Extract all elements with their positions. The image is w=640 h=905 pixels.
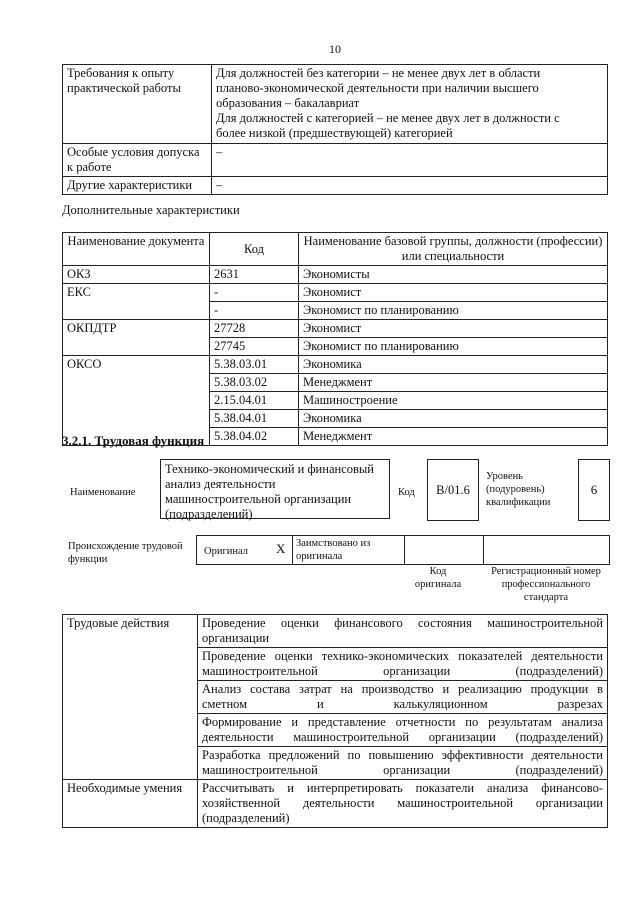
code-cell: 5.38.03.02 (210, 374, 299, 392)
table-row (63, 780, 608, 828)
requirement-value: – (212, 144, 608, 177)
name-cell: Экономист (299, 284, 608, 302)
table-row (63, 615, 608, 648)
doc-cell: ОКПДТР (63, 320, 210, 356)
name-cell: Экономика (299, 410, 608, 428)
original-mark: X (276, 541, 286, 556)
code-cell: 27745 (210, 338, 299, 356)
table-row (63, 144, 608, 177)
function-code-box (427, 459, 479, 521)
action-cell: Разработка предложений по повышению эффективности деятельности машиностроительной организации (подразделений) (198, 747, 608, 780)
origin-label: Происхождение трудовой функции (68, 541, 183, 565)
labor-actions-table (62, 614, 608, 828)
section-label: Необходимые умения (63, 780, 198, 828)
function-name-label: Наименование (70, 487, 136, 498)
code-cell: 2.15.04.01 (210, 392, 299, 410)
additional-heading: Дополнительные характеристики (62, 203, 240, 217)
table-header-row (63, 233, 608, 266)
requirement-label: Особые условия допуска к работе (63, 144, 212, 177)
table-row (63, 320, 608, 338)
table-row (63, 284, 608, 302)
qualification-level-label: Уровень (подуровень) квалификации (486, 471, 551, 508)
table-row (63, 266, 608, 284)
code-cell: 5.38.04.01 (210, 410, 299, 428)
text-line: Для должностей с категорией – не менее двух лет в должности с (216, 111, 560, 125)
name-cell: Менеджмент (299, 374, 608, 392)
code-cell: - (210, 302, 299, 320)
doc-cell: ОКСО (63, 356, 210, 446)
action-cell: Проведение оценки технико-экономических показателей деятельности машиностроительной организации (подразделений) (198, 648, 608, 681)
code-caption: Код оригинала (414, 566, 462, 590)
name-cell: Машиностроение (299, 392, 608, 410)
function-name-box (160, 459, 390, 519)
name-cell: Экономист по планированию (299, 338, 608, 356)
name-cell: Менеджмент (299, 428, 608, 446)
requirement-value: – (212, 177, 608, 195)
requirement-label: Требования к опыту практической работы (63, 65, 212, 144)
section-label: Трудовые действия (63, 615, 198, 780)
name-cell: Экономисты (299, 266, 608, 284)
name-cell: Экономист по планированию (299, 302, 608, 320)
doc-cell: ЕКС (63, 284, 210, 320)
text-line: Для должностей без категории – не менее двух лет в области (216, 66, 541, 80)
table-row (63, 356, 608, 374)
skill-cell: Рассчитывать и интерпретировать показатели анализа финансово-хозяйственной деятельности машиностроительной организации (подразделений) (198, 780, 608, 828)
name-cell: Экономика (299, 356, 608, 374)
requirements-table (62, 64, 608, 195)
borrowed-label: Заимствовано из оригинала (296, 538, 371, 562)
reg-number-caption: Регистрационный номер профессионального стандарта (491, 566, 601, 603)
doc-cell: ОКЗ (63, 266, 210, 284)
code-cell: 2631 (210, 266, 299, 284)
code-cell: 27728 (210, 320, 299, 338)
requirement-value (212, 65, 608, 144)
origin-divider (404, 535, 405, 564)
header-name: Наименование базовой группы, должности (профессии) или специальности (299, 233, 608, 266)
text-line: более низкой (предшествующей) категорией (216, 126, 453, 140)
action-cell: Проведение оценки финансового состояния машиностроительной организации (198, 615, 608, 648)
text-line: образования – бакалавриат (216, 96, 360, 110)
page-number: 10 (329, 42, 341, 56)
action-cell: Формирование и представление отчетности по результатам анализа деятельности машиностроительной организации (подразделений) (198, 714, 608, 747)
text-line: планово-экономической деятельности при наличии высшего (216, 81, 539, 95)
code-cell: 5.38.04.02 (210, 428, 299, 446)
requirement-label: Другие характеристики (63, 177, 212, 195)
section-title: 3.2.1. Трудовая функция (62, 433, 205, 448)
origin-row (196, 535, 610, 565)
header-code: Код (210, 233, 299, 266)
origin-divider (292, 535, 293, 564)
function-name-value: Технико-экономический и финансовый анализ деятельности машиностроительной организации (подразделений) (165, 462, 374, 521)
table-row (63, 177, 608, 195)
header-doc: Наименование документа (63, 233, 210, 266)
function-code-label: Код (398, 487, 415, 498)
table-row (63, 65, 608, 144)
origin-divider (483, 535, 484, 564)
original-label: Оригинал (204, 546, 248, 557)
name-cell: Экономист (299, 320, 608, 338)
additional-table (62, 232, 608, 446)
qualification-level-value: 6 (590, 482, 598, 497)
function-code-value: B/01.6 (436, 483, 470, 497)
action-cell: Анализ состава затрат на производство и реализацию продукции в сметном и калькуляционном разрезах (198, 681, 608, 714)
code-cell: - (210, 284, 299, 302)
code-cell: 5.38.03.01 (210, 356, 299, 374)
qualification-level-box (578, 459, 610, 521)
